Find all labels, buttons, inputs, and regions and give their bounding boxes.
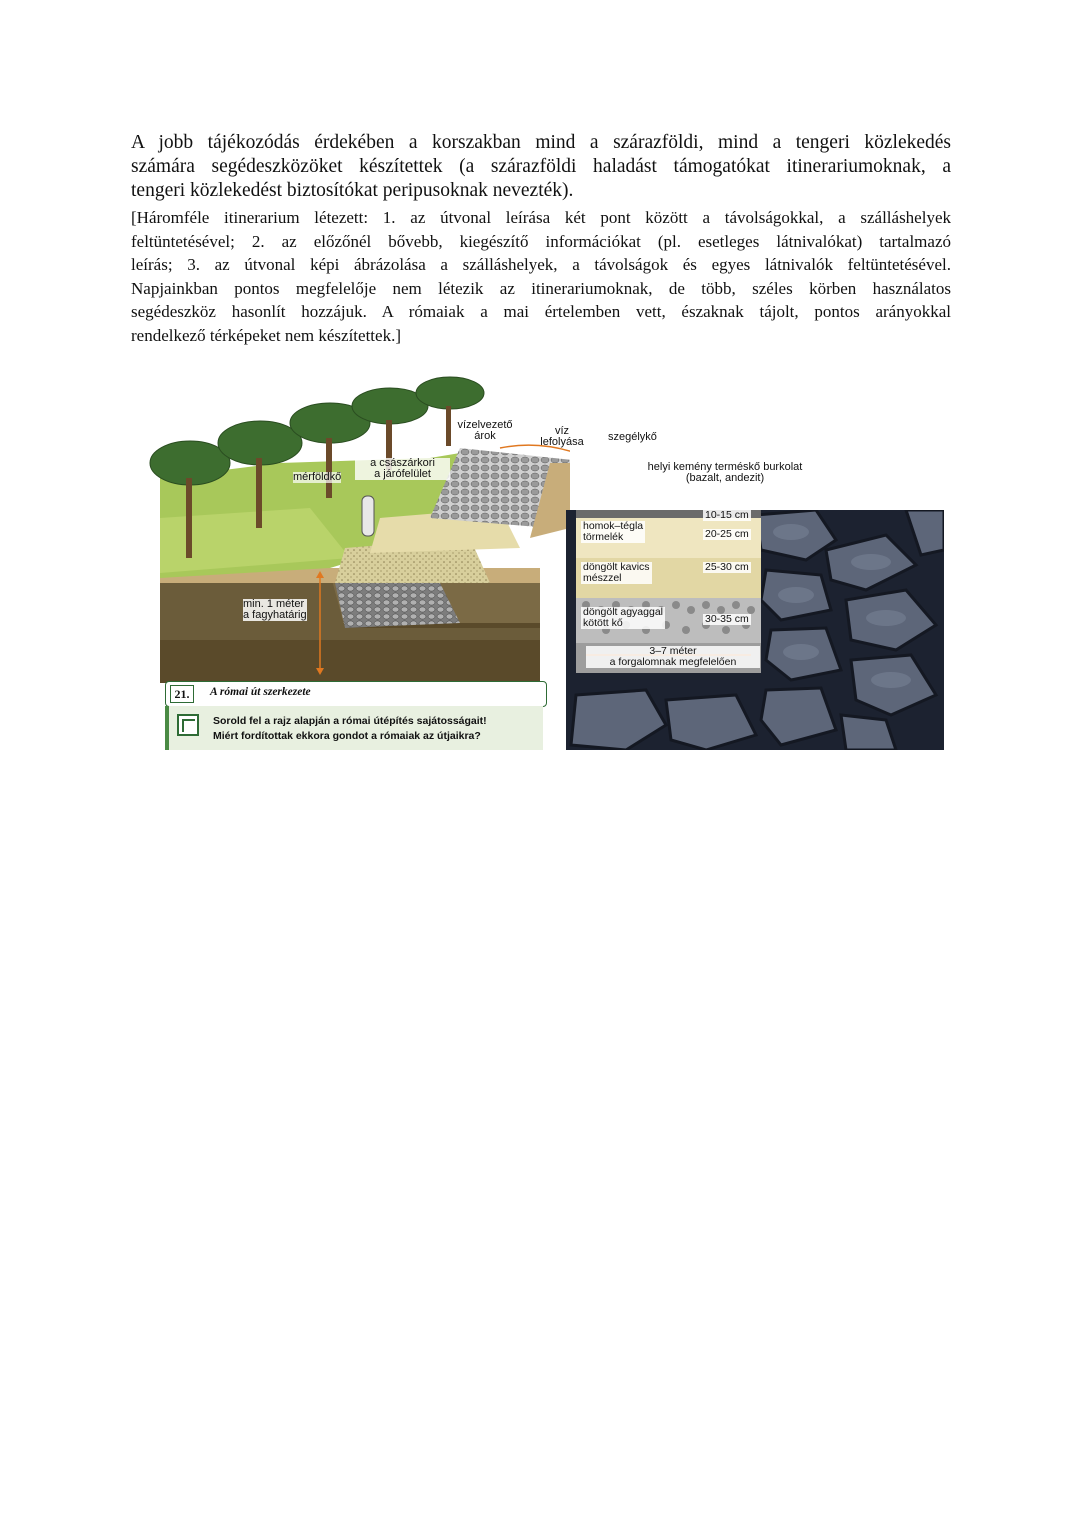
label-vizelvezeto bbox=[450, 420, 520, 442]
layer-kavics-line1: döngölt kavics bbox=[583, 561, 650, 573]
label-min-line2: a fagyhatárig bbox=[243, 609, 307, 621]
layer-agyag bbox=[581, 607, 665, 629]
intro-line: tengeri közlekedést biztosítókat peripusoknak nevezték). bbox=[131, 180, 574, 201]
figure-number: 21. bbox=[170, 685, 194, 703]
label-min-line1: min. 1 méter bbox=[243, 598, 305, 610]
label-min-fagyhatar bbox=[243, 599, 307, 621]
roman-road-photo bbox=[566, 510, 944, 750]
label-burkolat bbox=[630, 462, 820, 484]
label-vizelvezeto-line1: vízelvezető bbox=[457, 419, 513, 431]
label-merfoldko: mérföldkő bbox=[293, 471, 342, 483]
layer-homok-line2: törmelék bbox=[583, 531, 624, 543]
layer-road-width-line2: a forgalomnak megfelelően bbox=[609, 656, 737, 668]
label-burkolat-line1: helyi kemény terméskő burkolat bbox=[647, 461, 803, 473]
label-csaszarkori-line1: a császárkori bbox=[370, 457, 435, 469]
layer-agyag-line1: döngölt agyaggal bbox=[583, 606, 663, 618]
label-viz-lefolyasa bbox=[533, 426, 591, 448]
bracket-line: rendelkező térképeket nem készítettek.] bbox=[131, 325, 401, 345]
task-box bbox=[165, 706, 543, 750]
figure-caption bbox=[165, 681, 547, 707]
task-line-2: Miért fordítottak ekkora gondot a rómaiak az útjaikra? bbox=[213, 730, 481, 742]
intro-line: számára segédeszközöket készítettek (a szárazföldi haladást támogatókat itinerariumoknak, a bbox=[131, 156, 951, 177]
road-cross-section-illustration bbox=[130, 368, 570, 683]
task-line-1: Sorold fel a rajz alapján a római útépítés sajátosságait! bbox=[213, 715, 487, 727]
intro-paragraph bbox=[131, 131, 951, 203]
layer-kavics-line2: mészzel bbox=[583, 572, 622, 584]
layer-homok bbox=[581, 521, 645, 543]
label-burkolat-line2: (bazalt, andezit) bbox=[685, 472, 765, 484]
intro-line: A jobb tájékozódás érdekében a korszakban mind a szárazföldi, mind a tengeri közlekedés bbox=[131, 132, 951, 153]
bracket-line: leírás; 3. az útvonal képi ábrázolása a szálláshelyek, a távolságok és egyes látnivalók feltüntetésével. bbox=[131, 255, 951, 274]
layer-agyag-line2: kötött kő bbox=[583, 617, 623, 629]
label-viz-line2: lefolyása bbox=[540, 436, 584, 448]
layer-kavics bbox=[581, 562, 652, 584]
bracket-line: Napjainkban pontos megfelelője nem létezik az itinerariumoknak, de több, széles körben használatos bbox=[131, 278, 951, 298]
bracket-line: [Háromféle itinerarium létezett: 1. az útvonal leírása két pont között a távolságokkal, a szálláshelyek bbox=[131, 208, 951, 227]
bracket-line: feltüntetésével; 2. az előzőnél bővebb, kiegészítő információkat (pl. esetleges látnivalókat) tartalmazó bbox=[131, 231, 951, 251]
task-icon bbox=[177, 714, 199, 736]
label-viz-line1: víz bbox=[554, 425, 570, 437]
layer-thickness-2: 20-25 cm bbox=[705, 528, 749, 540]
bracket-line: segédeszköz hasonlít hozzájuk. A rómaiak a mai értelemben vett, északnak tájolt, pontos arányokkal bbox=[131, 302, 951, 321]
label-szegelyko: szegélykő bbox=[608, 431, 657, 443]
layer-thickness-1: 10-15 cm bbox=[705, 509, 749, 521]
label-vizelvezeto-line2: árok bbox=[474, 430, 496, 442]
layer-homok-line1: homok–tégla bbox=[583, 520, 644, 532]
figure-title: A római út szerkezete bbox=[210, 686, 311, 698]
layer-thickness-3: 25-30 cm bbox=[705, 561, 749, 573]
layer-thickness-4: 30-35 cm bbox=[705, 613, 749, 625]
layer-road-width-line1: 3–7 méter bbox=[649, 645, 697, 657]
label-csaszarkori bbox=[355, 458, 450, 480]
bracket-paragraph bbox=[131, 206, 951, 347]
label-csaszarkori-line2: a járófelület bbox=[374, 468, 431, 480]
layer-road-width bbox=[586, 646, 760, 668]
